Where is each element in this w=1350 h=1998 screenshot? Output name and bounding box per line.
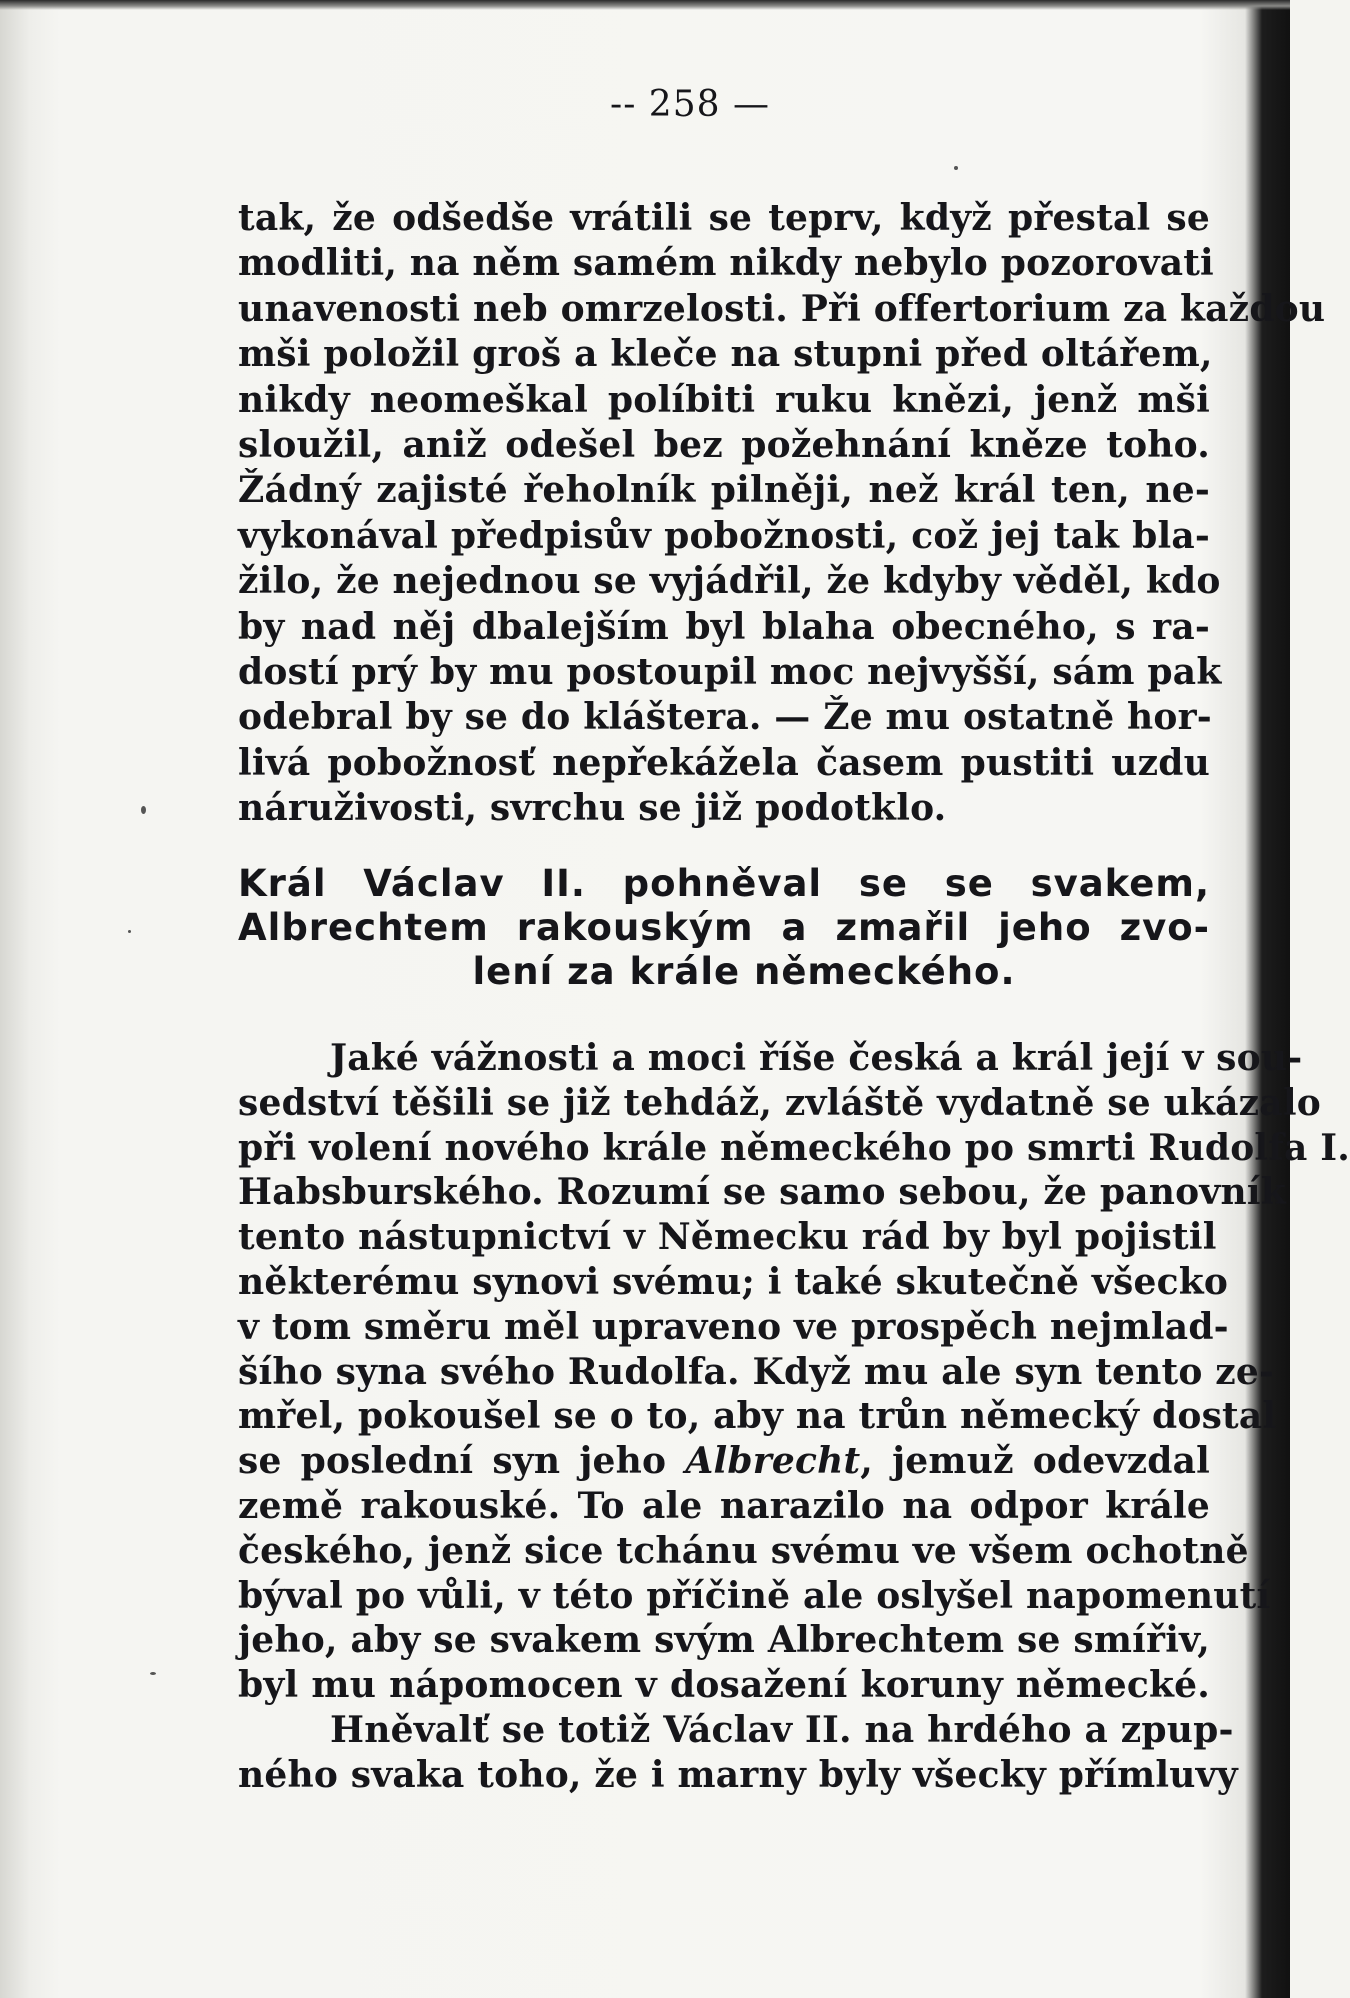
- text-line: vykonával předpisův pobožnosti, což jej tak bla-: [238, 514, 1210, 557]
- text-line: některému synovi svému; i také skutečně všecko: [238, 1260, 1229, 1303]
- text-line: by nad něj dbalejším byl blaha obecného, s ra-: [238, 605, 1210, 648]
- text-line: ného svaka toho, že i marny byly všecky přímluvy: [238, 1753, 1238, 1796]
- text-line: mši položil groš a kleče na stupni před oltářem,: [238, 333, 1213, 376]
- scan-speck: [128, 930, 131, 933]
- text-line: jeho, aby se svakem svým Albrechtem se smířiv,: [238, 1619, 1210, 1662]
- text-line: při volení nového krále německého po smrti Rudolfa I.: [238, 1126, 1350, 1169]
- text-line: českého, jenž sice tchánu svému ve všem ochotně: [238, 1529, 1249, 1572]
- text-line: žilo, že nejednou se vyjádřil, že kdyby věděl, kdo: [238, 560, 1221, 603]
- text-line: byl mu nápomocen v dosažení koruny německé.: [238, 1664, 1210, 1707]
- text-line: v tom směru měl upraveno ve prospěch nejmlad-: [238, 1305, 1229, 1348]
- text-line: nikdy neomeškal políbiti ruku knězi, jenž mši: [238, 378, 1210, 421]
- text-line: tak, že odšedše vrátili se teprv, když přestal se: [238, 197, 1210, 239]
- heading-line: Král Václav II. pohněval se se svakem,: [238, 862, 1210, 905]
- paragraph-1: [238, 196, 1326, 832]
- page-number: -- 258 —: [610, 84, 770, 125]
- text-line: země rakouské. To ale narazilo na odpor krále: [238, 1484, 1210, 1527]
- text-line: dostí prý by mu postoupil moc nejvyšší, sám pak: [238, 651, 1222, 694]
- text-line: Habsburského. Rozumí se samo sebou, že panovník: [238, 1171, 1286, 1214]
- text-line: býval po vůli, v této příčině ale oslyšel napomenutí: [238, 1574, 1271, 1617]
- text-line: odebral by se do kláštera. — Že mu ostatně hor-: [238, 696, 1212, 739]
- text-line: modliti, na něm samém nikdy nebylo pozorovati: [238, 242, 1214, 285]
- scan-speck: [141, 806, 146, 814]
- text-segment: se poslední syn jeho: [238, 1440, 686, 1483]
- text-line: sloužil, aniž odešel bez požehnání kněze toho.: [238, 424, 1210, 467]
- text-line: Žádný zajisté řeholník pilněji, než král ten, ne-: [238, 469, 1210, 512]
- text-line: mřel, pokoušel se o to, aby na trůn německý dostal: [238, 1395, 1277, 1438]
- page-edge-shadow: [0, 0, 1290, 10]
- heading-line: Albrechtem rakouským a zmařil jeho zvo-: [238, 906, 1210, 949]
- text-line-with-name: [238, 1439, 1210, 1484]
- text-line: Hněvalť se totiž Václav II. na hrdého a zpup-: [330, 1708, 1234, 1751]
- text-line: livá pobožnosť nepřekážela časem pustiti uzdu: [238, 741, 1210, 784]
- text-line: tento nástupnictví v Německu rád by byl pojistil: [238, 1216, 1217, 1259]
- text-line: sedství těšili se již tehdáž, zvláště vydatně se ukázalo: [238, 1081, 1321, 1124]
- italic-name: Albrecht: [685, 1440, 861, 1483]
- text-line: náruživosti, svrchu se již podotklo.: [238, 787, 947, 830]
- scan-speck: [150, 1672, 156, 1675]
- text-segment: , jemuž odevzdal: [860, 1440, 1210, 1483]
- paragraph-2: [238, 1036, 1350, 1798]
- heading-line: lení za krále německého.: [472, 950, 1016, 993]
- section-heading: [238, 862, 1210, 994]
- scan-speck: [954, 166, 958, 170]
- text-line: unavenosti neb omrzelosti. Při offertorium za každou: [238, 287, 1326, 330]
- text-line: Jaké vážnosti a moci říše česká a král její v sou-: [330, 1037, 1303, 1079]
- text-line: šího syna svého Rudolfa. Když mu ale syn tento ze-: [238, 1350, 1275, 1393]
